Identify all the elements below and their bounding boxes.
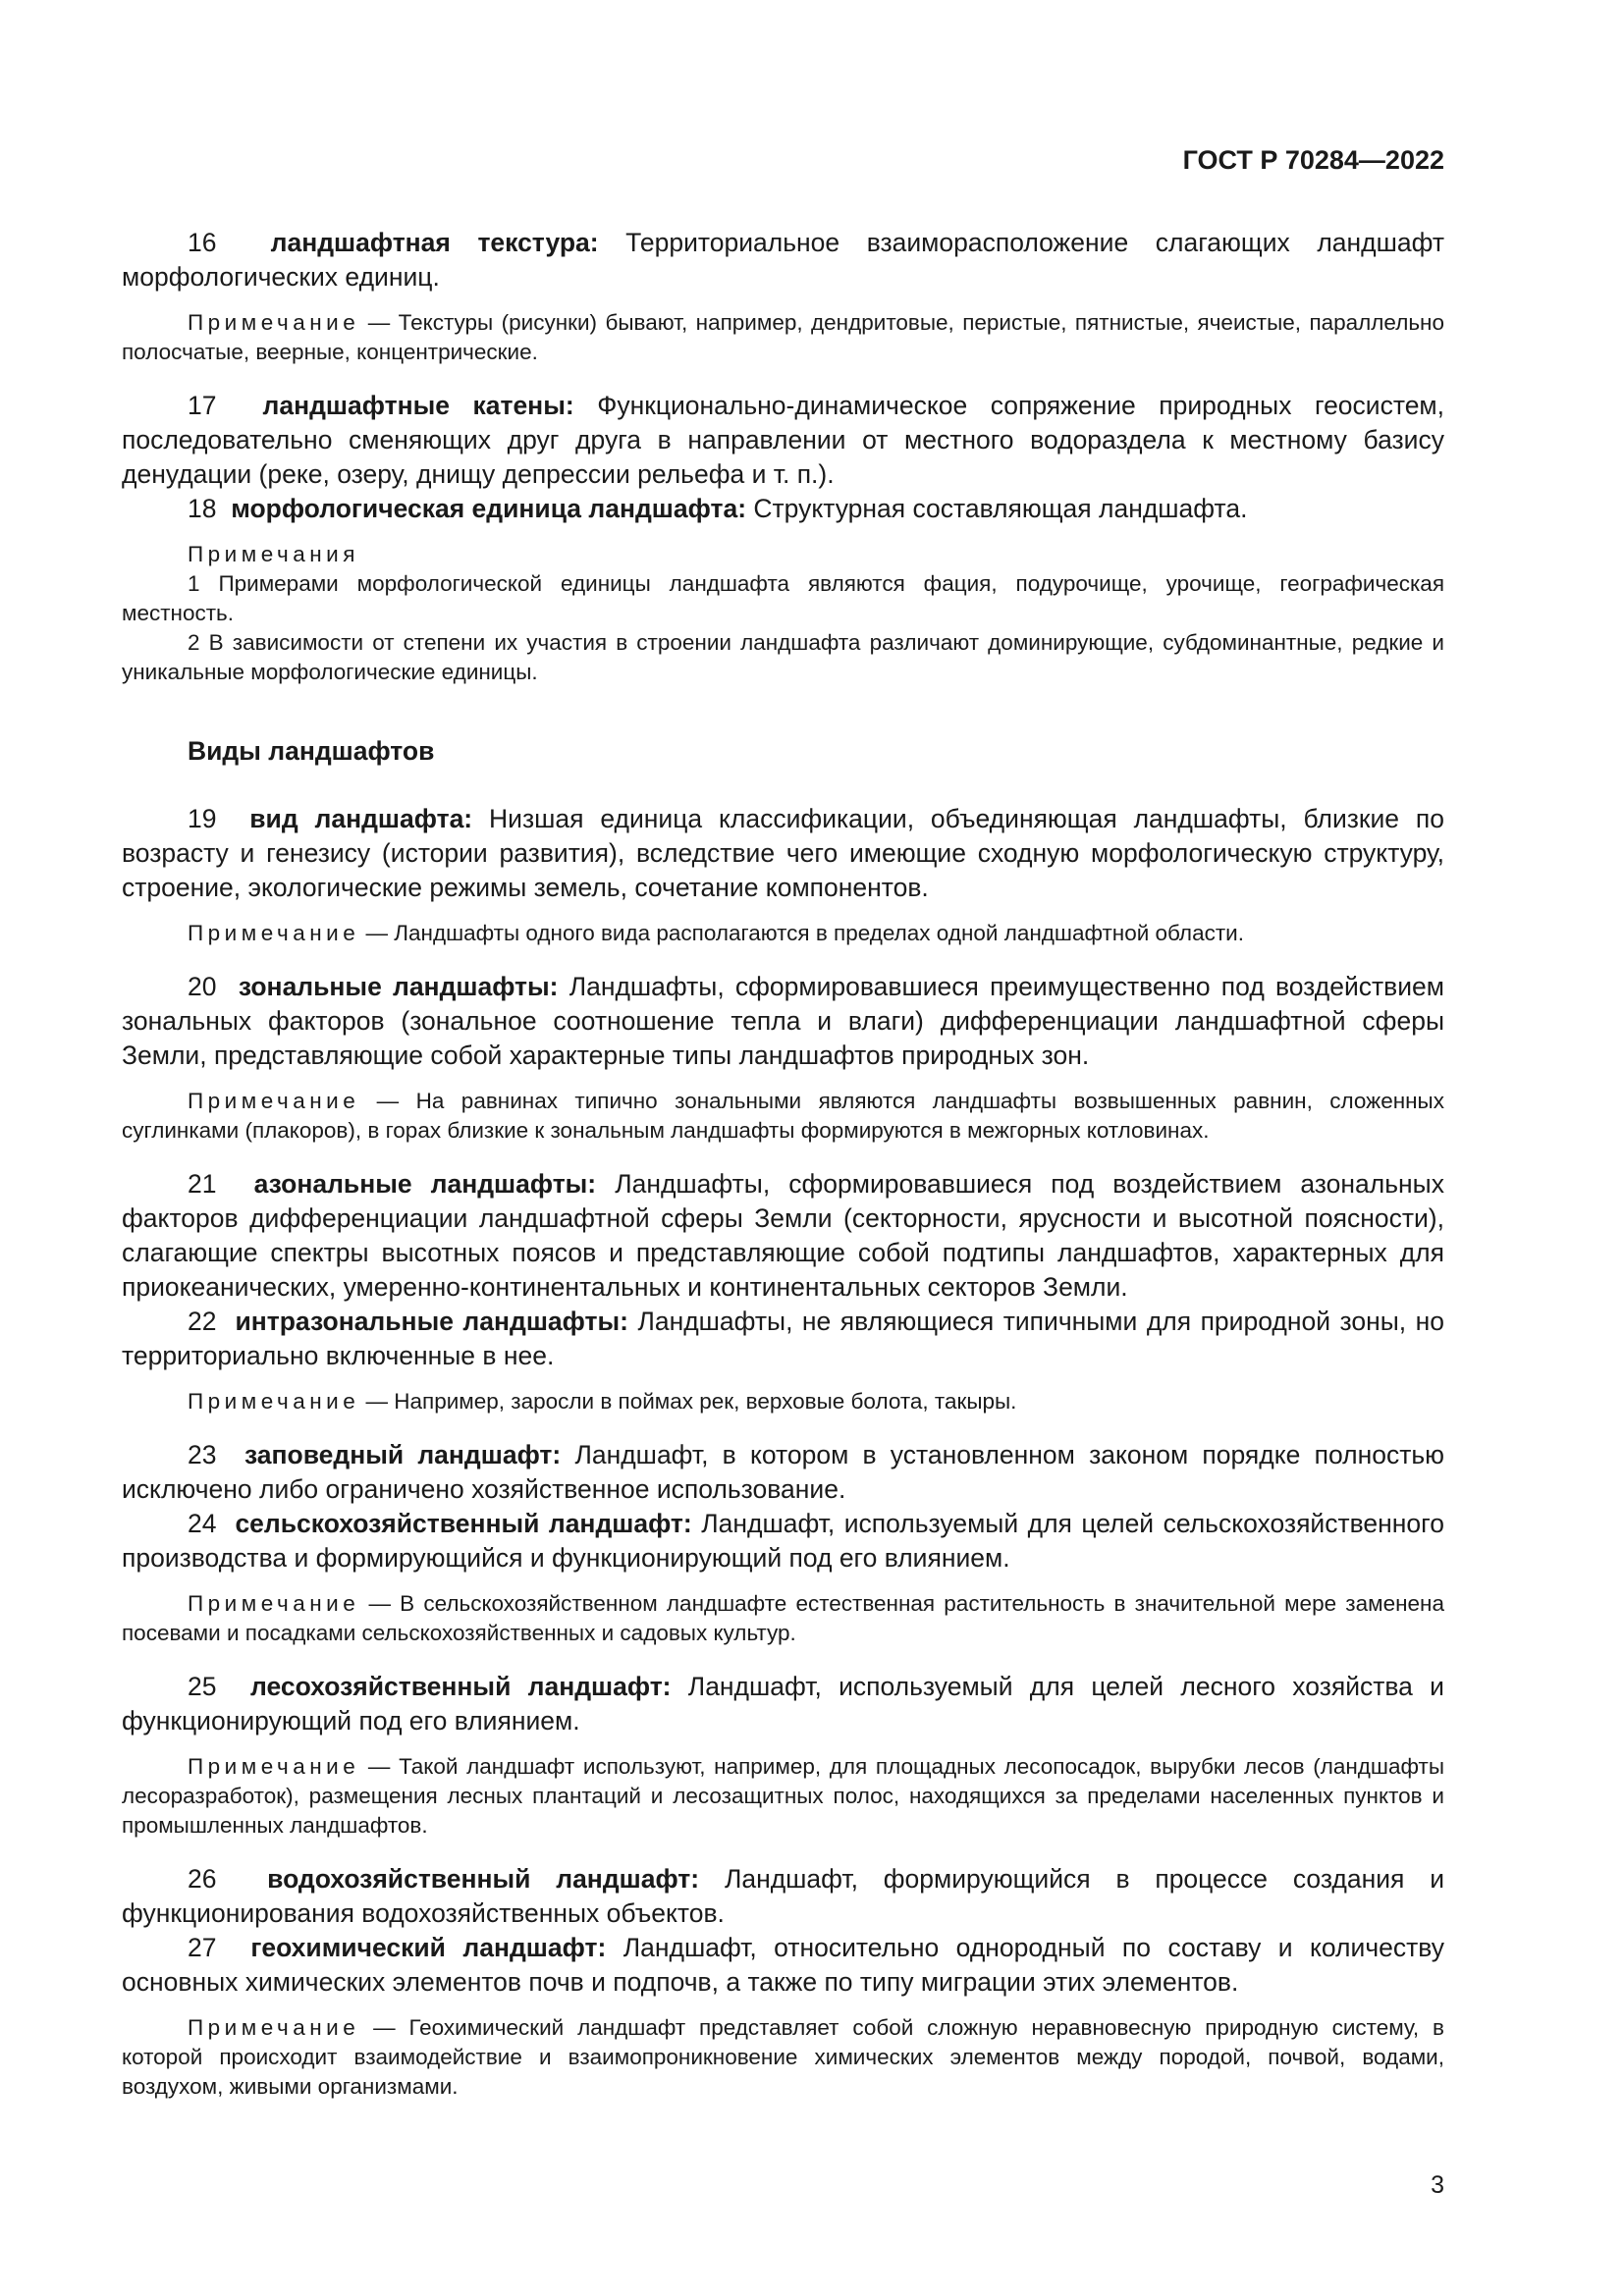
term-definition: Ландшафт, формирующийся в процессе создания и функционирования водохозяйственных объектов. [122,1864,1444,1928]
term-definition: Ландшафты, сформировавшиеся преимущественно под воздействием зональных факторов (зональное соотношение тепла и влаги) дифференциации ландшафтной сферы Земли, представляющие собой характерные типы ландшафтов природных зон. [122,972,1444,1070]
note-text: — Текстуры (рисунки) бывают, например, дендритовые, перистые, пятнистые, ячеистые, параллельно полосчатые, веерные, концентрические. [122,310,1444,364]
term-definition: Ландшафт, в котором в установленном законом порядке полностью исключено либо ограничено хозяйственное использование. [122,1440,1445,1504]
note-text: — Например, заросли в поймах рек, верховые болота, такыры. [365,1389,1017,1414]
term-number: 21 [188,1169,217,1199]
term-title: интразональные ландшафты: [235,1307,628,1336]
notes-heading-18 [122,540,1444,569]
term-definition: Ландшафты, сформировавшиеся под воздействием азональных факторов дифференциации ландшафтной сферы Земли (секторности, ярусности и высотной поясности), слагающие спектры высотных поясов и представляющие собой подтипы ландшафтов, характерных для приокеанических, умеренно-континентальных и континентальных секторов Земли. [122,1169,1444,1302]
term-18 [122,492,1444,526]
term-definition: Ландшафт, используемый для целей сельскохозяйственного производства и формирующийся и функционирующий под его влиянием. [122,1509,1444,1573]
term-title: лесохозяйственный ландшафт: [250,1672,672,1701]
term-definition: Ландшафт, используемый для целей лесного хозяйства и функционирующий под его влиянием. [122,1672,1444,1735]
note-22 [122,1387,1444,1416]
page-number: 3 [1431,2171,1444,2199]
term-number: 27 [188,1933,217,1962]
term-title: заповедный ландшафт: [244,1440,562,1469]
note-24 [122,1589,1444,1648]
term-number: 17 [188,391,217,420]
term-definition: Структурная составляющая ландшафта. [753,494,1248,523]
term-title: вид ландшафта: [249,804,473,833]
term-19 [122,802,1444,905]
note-label: Примечание [188,2015,360,2040]
term-number: 23 [188,1440,217,1469]
standard-header: ГОСТ Р 70284—2022 [1182,145,1444,175]
term-22 [122,1305,1444,1373]
term-27 [122,1931,1444,2000]
term-definition: Низшая единица классификации, объединяющая ландшафты, близкие по возрасту и генезису (истории развития), вследствие чего имеющие сходную морфологическую структуру, строение, экологические режимы земель, сочетание компонентов. [122,804,1445,902]
note-25 [122,1752,1444,1841]
term-title: азональные ландшафты: [253,1169,597,1199]
term-definition: Ландшафты, не являющиеся типичными для природной зоны, но территориально включенные в нее. [122,1307,1444,1370]
term-title: геохимический ландшафт: [250,1933,607,1962]
term-26 [122,1862,1444,1931]
note-text: — Ландшафты одного вида располагаются в пределах одной ландшафтной области. [365,921,1244,945]
notes-label: Примечания [188,542,359,566]
term-definition: Ландшафт, относительно однородный по составу и количеству основных химических элементов почв и подпочв, а также по типу миграции этих элементов. [122,1933,1444,1997]
note-label: Примечание [188,1591,360,1616]
term-number: 22 [188,1307,217,1336]
note-19 [122,919,1444,948]
term-number: 20 [188,972,217,1001]
term-17 [122,389,1444,492]
term-number: 24 [188,1509,217,1538]
term-definition: Функционально-динамическое сопряжение природных геосистем, последовательно сменяющих друг друга в направлении от местного водораздела к местному базису денудации (реке, озеру, днищу депрессии рельефа и т. п.). [122,391,1445,489]
term-16 [122,226,1444,294]
term-number: 16 [188,228,217,257]
note-label: Примечание [188,921,360,945]
term-title: ландшафтная текстура: [270,228,599,257]
term-title: водохозяйственный ландшафт: [267,1864,700,1894]
term-25 [122,1670,1444,1738]
section-title: Виды ландшафтов [188,736,435,766]
term-title: морфологическая единица ландшафта: [231,494,747,523]
note-label: Примечание [188,1389,360,1414]
note-27 [122,2013,1444,2102]
note-18-2: 2 В зависимости от степени их участия в строении ландшафта различают доминирующие, субдоминантные, редкие и уникальные морфологические единицы. [122,630,1444,684]
note-16 [122,308,1444,367]
note-label: Примечание [188,1089,360,1113]
term-number: 18 [188,494,217,523]
term-title: зональные ландшафты: [238,972,559,1001]
note-18-1: 1 Примерами морфологической единицы ландшафта являются фация, подурочище, урочище, географическая местность. [122,571,1444,625]
note-text: — Такой ландшафт используют, например, для площадных лесопосадок, вырубки лесов (ландшафты лесоразработок), размещения лесных плантаций и лесозащитных полос, находящихся за пределами населенных пунктов и промышленных ландшафтов. [122,1754,1444,1838]
note-text: — В сельскохозяйственном ландшафте естественная растительность в значительной мере заменена посевами и посадками сельскохозяйственных и садовых культур. [122,1591,1444,1645]
term-number: 26 [188,1864,217,1894]
term-definition: Территориальное взаиморасположение слагающих ландшафт морфологических единиц. [122,228,1444,292]
note-text: — Геохимический ландшафт представляет собой сложную неравновесную природную систему, в которой происходит взаимодействие и взаимопроникновение химических элементов между породой, почвой, водами, воздухом, живыми организмами. [122,2015,1444,2099]
note-20 [122,1087,1444,1146]
term-20 [122,970,1444,1073]
term-23 [122,1438,1444,1507]
note-label: Примечание [188,310,360,335]
term-number: 25 [188,1672,217,1701]
document-body [122,226,1444,2102]
term-21 [122,1167,1444,1305]
term-title: сельскохозяйственный ландшафт: [235,1509,692,1538]
note-label: Примечание [188,1754,360,1779]
term-24 [122,1507,1444,1575]
term-number: 19 [188,804,217,833]
note-text: — На равнинах типично зональными являются ландшафты возвышенных равнин, сложенных суглинками (плакоров), в горах близкие к зональным ландшафты формируются в межгорных котловинах. [122,1089,1444,1143]
term-title: ландшафтные катены: [262,391,574,420]
